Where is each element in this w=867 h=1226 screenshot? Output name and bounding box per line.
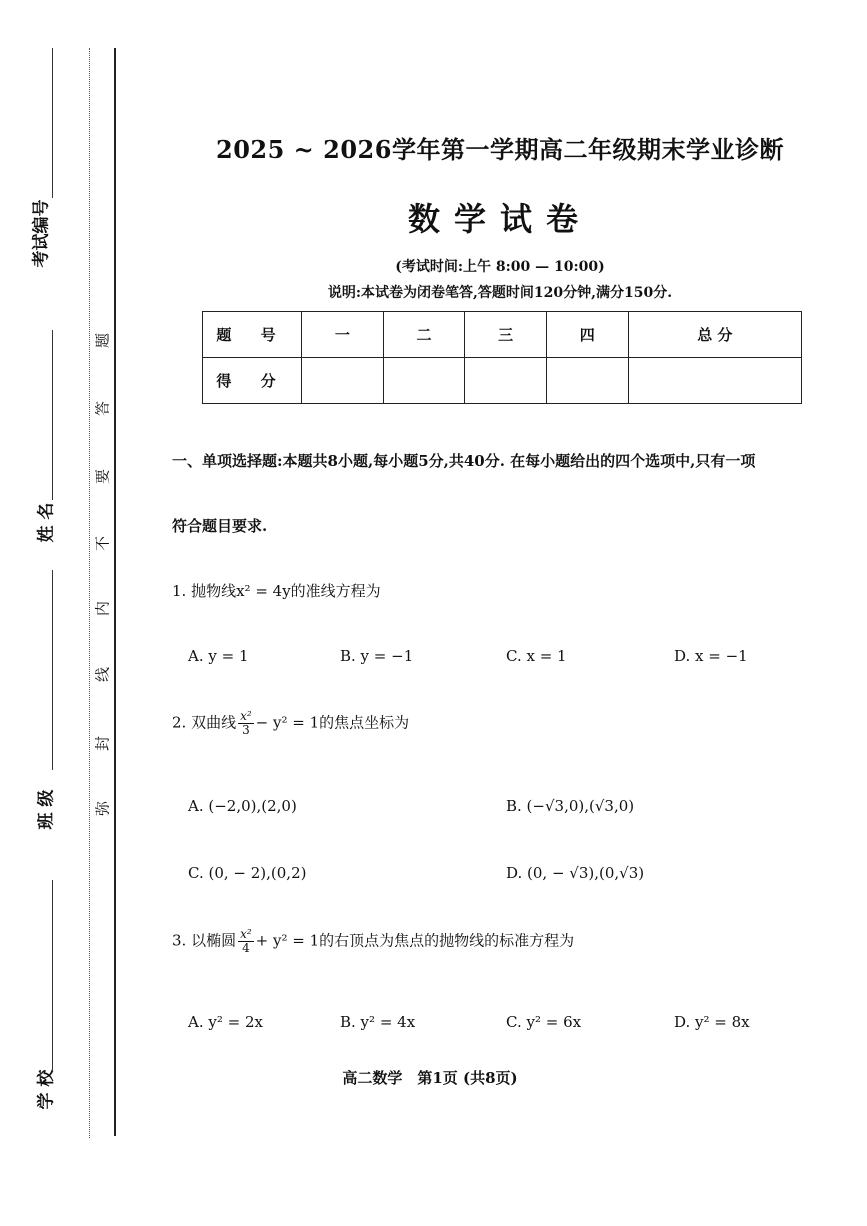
stem-prefix: 2. 双曲线 <box>172 713 237 732</box>
score-table-row <box>203 312 802 358</box>
option-d: D. x = −1 <box>674 647 748 665</box>
score-cell: 题 号 <box>203 312 302 358</box>
exam-title: 2025 ~ 2026学年第一学期高二年级期末学业诊断 <box>216 135 784 164</box>
exam-time: (考试时间:上午 8:00 — 10:00) <box>395 259 605 275</box>
fraction <box>238 710 254 737</box>
fraction-numerator: x² <box>240 927 252 941</box>
name-line <box>52 330 53 500</box>
stem-suffix: − y² = 1的焦点坐标为 <box>255 713 410 732</box>
option-b: B. (−√3,0),(√3,0) <box>506 797 635 815</box>
name-label: 姓 名 <box>36 502 57 543</box>
score-blank-cell <box>628 358 801 404</box>
subject-title: 数学试卷 <box>407 200 592 238</box>
page-footer: 高二数学 第1页 (共8页) <box>342 1069 518 1087</box>
score-cell: 二 <box>383 312 465 358</box>
option-b: B. y = −1 <box>340 647 414 665</box>
option-d: D. (0, − √3),(0,√3) <box>506 864 645 882</box>
class-line <box>52 570 53 770</box>
score-cell: 得 分 <box>203 358 302 404</box>
option-a: A. y² = 2x <box>188 1013 263 1031</box>
seal-char: 题 <box>93 333 112 349</box>
seal-char: 弥 <box>93 801 112 817</box>
score-blank-cell <box>383 358 465 404</box>
exam-note: 说明:本试卷为闭卷笔答,答题时间120分钟,满分150分. <box>327 285 673 301</box>
fraction-denominator: 3 <box>242 723 250 737</box>
section-intro-cont: 符合题目要求. <box>172 517 268 535</box>
stem-suffix: + y² = 1的右顶点为焦点的抛物线的标准方程为 <box>255 931 575 950</box>
fraction-numerator: x² <box>240 709 252 723</box>
question-stem <box>172 710 409 737</box>
score-blank-cell <box>546 358 628 404</box>
seal-char: 线 <box>93 667 112 683</box>
exam-number-line <box>52 48 53 198</box>
score-table-row <box>203 358 802 404</box>
question-stem: 1. 抛物线x² = 4y的准线方程为 <box>172 582 381 600</box>
score-table <box>202 311 802 404</box>
score-blank-cell <box>302 358 384 404</box>
seal-char: 答 <box>93 401 112 417</box>
seal-char: 封 <box>93 736 112 752</box>
fraction-denominator: 4 <box>242 941 250 955</box>
fraction <box>238 928 254 955</box>
stem-prefix: 3. 以椭圆 <box>172 931 237 950</box>
option-c: C. y² = 6x <box>506 1013 582 1031</box>
seal-solid-line <box>114 48 116 1136</box>
option-c: C. x = 1 <box>506 647 567 665</box>
score-cell: 一 <box>302 312 384 358</box>
exam-number-label: 考试编号 <box>31 199 52 268</box>
option-d: D. y² = 8x <box>674 1013 750 1031</box>
seal-char: 要 <box>93 469 112 485</box>
seal-char: 不 <box>93 536 112 552</box>
score-cell: 四 <box>546 312 628 358</box>
score-cell: 三 <box>465 312 547 358</box>
seal-dotted-line <box>89 48 90 1138</box>
score-cell: 总 分 <box>628 312 801 358</box>
score-blank-cell <box>465 358 547 404</box>
question-stem <box>172 928 574 955</box>
seal-char: 内 <box>93 601 112 617</box>
section-intro: 一、单项选择题:本题共8小题,每小题5分,共40分. 在每小题给出的四个选项中,只有一项 <box>172 452 756 470</box>
option-b: B. y² = 4x <box>340 1013 416 1031</box>
option-c: C. (0, − 2),(0,2) <box>188 864 307 882</box>
school-line <box>52 880 53 1070</box>
option-a: A. y = 1 <box>188 647 249 665</box>
school-label: 学 校 <box>36 1069 57 1110</box>
class-label: 班 级 <box>36 789 57 830</box>
option-a: A. (−2,0),(2,0) <box>188 797 297 815</box>
